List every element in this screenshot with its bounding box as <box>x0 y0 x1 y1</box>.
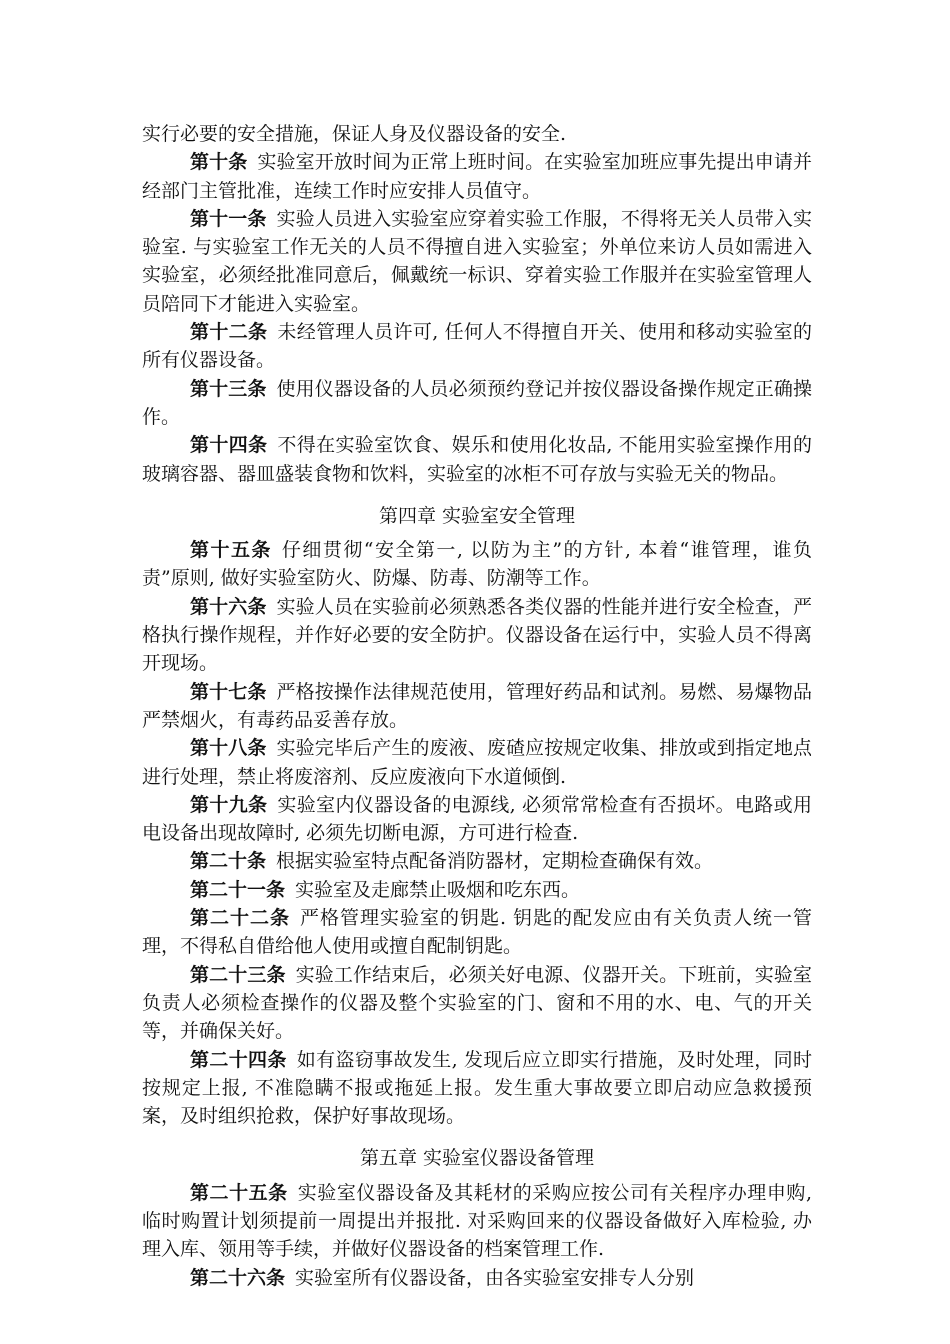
article-text: 严格按操作法律规范使用，管理好药品和试剂。易燃、易爆物品严禁烟火，有毒药品妥善存放。 <box>142 680 812 731</box>
article-15 <box>142 536 812 593</box>
article-text: 实验人员在实验前必须熟悉各类仪器的性能并进行安全检查，严格执行操作规程，并作好必要的安全防护。仪器设备在运行中，实验人员不得离开现场。 <box>142 595 812 675</box>
intro-paragraph: 实行必要的安全措施，保证人身及仪器设备的安全. <box>142 123 567 145</box>
article-number: 第十七条 <box>190 680 267 703</box>
article-number: 第十八条 <box>190 737 267 760</box>
document-page <box>142 120 812 1292</box>
article-text: 实验完毕后产生的废液、废碴应按规定收集、排放或到指定地点进行处理，禁止将废溶剂、反应废液向下水道倾倒. <box>142 737 812 788</box>
article-13 <box>142 375 812 432</box>
article-text: 使用仪器设备的人员必须预约登记并按仪器设备操作规定正确操作。 <box>142 377 812 428</box>
article-text: 实验工作结束后，必须关好电源、仪器开关。下班前，实验室负责人必须检查操作的仪器及整个实验室的门、窗和不用的水、电、气的开关等，并确保关好。 <box>142 963 812 1043</box>
article-text: 实验室仪器设备及其耗材的采购应按公司有关程序办理申购, 临时购置计划须提前一周提出并报批. 对采购回来的仪器设备做好入库检验, 办理入库、领用等手续，并做好仪器设备的档案管理工作. <box>142 1181 812 1261</box>
article-16 <box>142 593 812 678</box>
article-number: 第二十六条 <box>190 1266 286 1289</box>
article-text: 不得在实验室饮食、娱乐和使用化妆品, 不能用实验室操作用的玻璃容器、器皿盛装食物和饮料，实验室的冰柜不可存放与实验无关的物品。 <box>142 434 812 485</box>
article-20 <box>142 847 812 875</box>
article-text: 实验室内仪器设备的电源线, 必须常常检查有否损坏。电路或用电设备出现故障时, 必须先切断电源，方可进行检查. <box>142 793 812 845</box>
section-chapter-4 <box>142 488 812 1131</box>
section-chapter-5 <box>142 1130 812 1291</box>
article-number: 第十九条 <box>190 793 268 816</box>
article-11 <box>142 205 812 318</box>
article-19 <box>142 791 812 848</box>
article-text: 未经管理人员许可, 任何人不得擅自开关、使用和移动实验室的所有仪器设备。 <box>142 321 812 372</box>
article-17 <box>142 678 812 735</box>
article-text: 实验室开放时间为正常上班时间。在实验室加班应事先提出申请并经部门主管批准，连续工作时应安排人员值守。 <box>142 151 812 202</box>
article-number: 第二十条 <box>190 850 267 873</box>
article-number: 第十四条 <box>190 434 268 457</box>
article-number: 第二十一条 <box>190 878 286 901</box>
article-25 <box>142 1179 812 1264</box>
article-24 <box>142 1046 812 1131</box>
chapter-heading: 第五章 实验室仪器设备管理 <box>359 1147 595 1170</box>
article-26 <box>142 1264 812 1292</box>
article-number: 第二十四条 <box>190 1048 287 1071</box>
article-text: 实验室所有仪器设备，由各实验室安排专人分别 <box>295 1266 695 1289</box>
article-text: 仔细贯彻“安全第一, 以防为主”的方针, 本着“谁管理，谁负责”原则, 做好实验室防火、防爆、防毒、防潮等工作。 <box>142 539 812 590</box>
article-number: 第十六条 <box>190 595 267 618</box>
article-number: 第十条 <box>190 151 248 174</box>
article-text: 实验人员进入实验室应穿着实验工作服，不得将无关人员带入实验室. 与实验室工作无关的人员不得擅自进入实验室；外单位来访人员如需进入实验室，必须经批准同意后，佩戴统一标识、穿着实验工作服并在实验室管理人员陪同下才能进入实验室。 <box>142 207 812 315</box>
article-number: 第十五条 <box>190 539 272 562</box>
section-continuation <box>142 148 812 488</box>
article-text: 根据实验室特点配备消防器材，定期检查确保有效。 <box>276 850 714 873</box>
article-21 <box>142 876 812 904</box>
article-number: 第二十五条 <box>190 1181 288 1204</box>
article-10 <box>142 148 812 205</box>
article-text: 如有盗窃事故发生, 发现后应立即实行措施，及时处理，同时按规定上报, 不准隐瞒不报或拖延上报。发生重大事故要立即启动应急救援预案，及时组织抢救，保护好事故现场。 <box>142 1048 812 1128</box>
article-text: 实验室及走廊禁止吸烟和吃东西。 <box>295 878 581 901</box>
article-12 <box>142 318 812 375</box>
chapter-heading: 第四章 实验室安全管理 <box>378 504 576 527</box>
article-number: 第二十三条 <box>190 963 286 986</box>
article-number: 第十一条 <box>190 207 267 230</box>
article-number: 第二十二条 <box>190 907 290 930</box>
article-22 <box>142 904 812 961</box>
article-number: 第十三条 <box>190 377 267 400</box>
article-14 <box>142 431 812 488</box>
article-18 <box>142 734 812 791</box>
article-text: 严格管理实验室的钥匙. 钥匙的配发应由有关负责人统一管理，不得私自借给他人使用或擅自配制钥匙。 <box>142 907 812 958</box>
article-number: 第十二条 <box>190 321 268 344</box>
article-23 <box>142 961 812 1046</box>
